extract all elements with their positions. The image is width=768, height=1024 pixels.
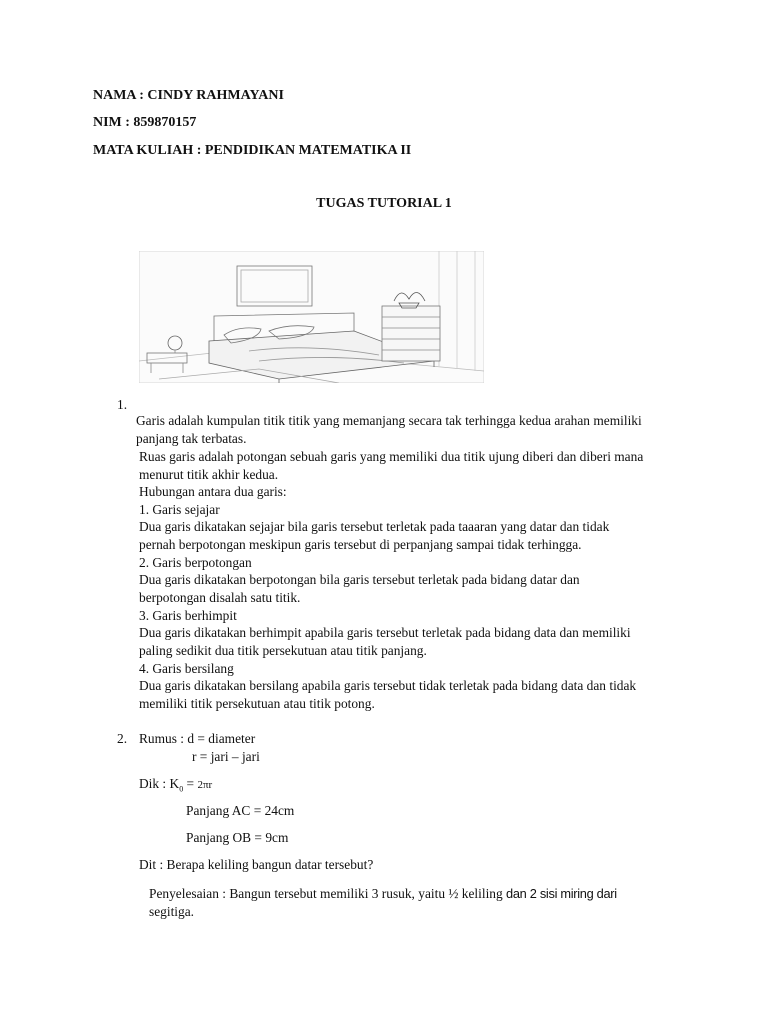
panjang-ac: Panjang AC = 24cm: [186, 803, 295, 818]
section-1-line: Dua garis dikatakan sejajar bila garis tersebut terletak pada taaaran yang datar dan tidak: [139, 519, 610, 534]
penyelesaian-line-2: segitiga.: [149, 904, 194, 919]
section-1-line: pernah berpotongan meskipun garis tersebut di perpanjang sampai tidak terhingga.: [139, 537, 582, 552]
section-1-line: Hubungan antara dua garis:: [139, 484, 287, 499]
student-nim: NIM : 859870157: [93, 115, 197, 130]
page-title: TUGAS TUTORIAL 1: [316, 196, 452, 211]
dik-circumference-formula: 2πr: [197, 779, 213, 791]
dit-question: Dit : Berapa keliling bangun datar tersebut?: [139, 857, 374, 872]
section-1-line: Dua garis dikatakan berhimpit apabila garis tersebut terletak pada bidang data dan memiliki: [139, 625, 631, 640]
rumus-diameter: Rumus : d = diameter: [139, 731, 256, 746]
panjang-ob: Panjang OB = 9cm: [186, 830, 289, 845]
section-1-line: paling sedikit dua titik persekutuan atau titik panjang.: [139, 643, 427, 658]
section-1-line: menurut titik akhir kedua.: [139, 467, 279, 482]
dik-label: Dik : K: [139, 776, 180, 791]
section-1-line: 3. Garis berhimpit: [139, 608, 237, 623]
section-1-number: 1.: [117, 397, 128, 412]
penyelesaian-serif-part: Penyelesaian : Bangun tersebut memiliki 3 rusuk, yaitu ½ keliling: [149, 886, 503, 901]
bedroom-sketch-image: [139, 251, 484, 383]
section-1-line: Ruas garis adalah potongan sebuah garis yang memiliki dua titik ujung diberi dan diberi mana: [139, 449, 644, 464]
penyelesaian-sans-part: dan 2 sisi miring dari: [506, 886, 617, 901]
section-1-line: Garis adalah kumpulan titik titik yang memanjang secara tak terhingga kedua arahan memiliki: [136, 413, 642, 428]
dik-subscript: 0: [179, 784, 184, 794]
section-1-line: berpotongan disalah satu titik.: [139, 590, 301, 605]
section-2-number: 2.: [117, 731, 128, 746]
section-1-line: 2. Garis berpotongan: [139, 555, 252, 570]
dik-equals: =: [183, 776, 198, 791]
dik-formula: [139, 775, 212, 798]
section-1-line: panjang tak terbatas.: [136, 431, 247, 446]
section-1-line: memiliki titik persekutuan atau titik potong.: [139, 696, 375, 711]
section-1-line: 1. Garis sejajar: [139, 502, 220, 517]
rumus-jari-jari: r = jari – jari: [192, 749, 260, 764]
penyelesaian-line-1: [149, 885, 617, 903]
section-1-line: Dua garis dikatakan berpotongan bila garis tersebut terletak pada bidang datar dan: [139, 572, 580, 587]
student-name: NAMA : CINDY RAHMAYANI: [93, 88, 284, 103]
course-name: MATA KULIAH : PENDIDIKAN MATEMATIKA II: [93, 143, 412, 158]
section-1-line: 4. Garis bersilang: [139, 661, 234, 676]
section-1-line: Dua garis dikatakan bersilang apabila garis tersebut tidak terletak pada bidang data dan tidak: [139, 678, 637, 693]
